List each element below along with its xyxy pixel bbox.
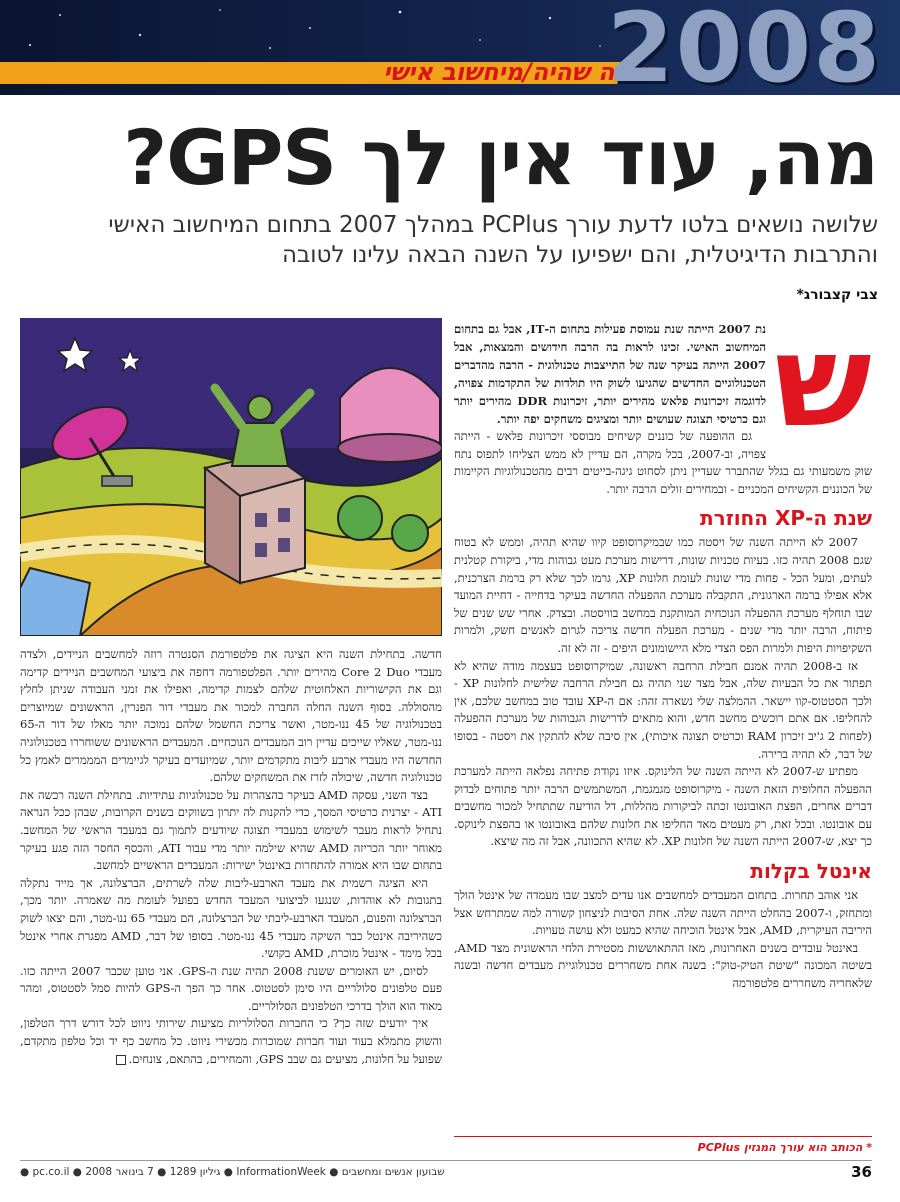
cartoon-landscape-illustration	[20, 318, 442, 636]
left-paragraph-5	[20, 1015, 442, 1068]
section-title-intel: אינטל בקלות	[750, 859, 872, 884]
year-graphic: 2008	[606, 0, 882, 95]
section1-paragraph-1: 2007 לא הייתה השנה של ויסטה כמו שבמיקרוסופט קיוו שהיא תהיה, וממש לא בטוח שגם 2008 תהיה כזו. בעיות טכניות שונות, דרישות מערכת מעט גבוהות מדי, ביקורת קטלנית לעתים, ומעל הכל - פחות מדי שונות לעומת חלונות XP, גרמו לכך שלא רק ברמת הצרכנית, אלא אפילו ברמה הארגונית, התקבלה מערכת ההפעלה החדשה בעיקר בדחייה - דחיית המועד שבו תוחלף מערכת ההפעלה הנוכחית המותקנת במחשב בוויסטה. ובצדק. אחרי שש שנים של פיתוח, הרבה יותר מדי שנים - מערכת הפעלה חדשה צריכה לגרום לאנשים חשק, ולמרות השקיפויות היפות ולמרות הפס הצדי מלא היישומונים היפים - זה לא זה.	[454, 535, 872, 655]
intro-paragraph-2: גם ההופעה של כוננים קשיחים מבוססי זיכרונות פלאש - הייתה צפויה, וב-2007, בכל מקרה, הם עדיין לא ממש הצליחו לתפוס נתח שוק משמעותי גם בגלל שהתברר שעדיין ניתן לסחוט גיגה-בייטים רבים מהטכנולוגיות הקיימות של הכוננים הקשיחים המכניים - ובמחירים זולים הרבה יותר.	[454, 429, 872, 496]
section2-paragraph-1: אני אוהב תחרות. בתחום המעבדים למחשבים אנו עדים למצב שבו מעמדה של אינטל הולך ומתחזק, ו-2007 בהחלט הייתה השנה שלה. אחת הסיבות לניצחון קשורה למה שמתרחש אצל היריבה העיקרית, AMD, אבל אינטל הוכיחה שהיא כמעט ולא עושה טעויות.	[454, 888, 873, 938]
section-title-xp: שנת ה-XP החוזרת	[699, 506, 872, 531]
section-label: השנה שהיה/מיחשוב אישי	[383, 58, 660, 86]
lead-block	[454, 307, 872, 456]
author-footnote: * הכותב הוא עורך המגזין PCPlus	[454, 1136, 872, 1154]
page-number: 36	[851, 1162, 872, 1181]
section2-paragraph-2: באינטל עובדים בשנים האחרונות, מאז ההתאוששות מסטירת הלחי הראשונית מצד AMD, בשיטה המכונה "שיטת הטיק-טוק": בשנה אחת משחררים טכנולוגיית מעבדים חדשה ובשנה שלאחריה משחררים פלטפורמה	[454, 940, 872, 991]
end-of-article-icon	[116, 1055, 126, 1065]
right-column	[454, 307, 873, 993]
publication-meta: שבועון אנשים ומחשבים ● InformationWeek ● גיליון 1289 ● 7 בינואר 2008 ● pc.co.il ●	[20, 1165, 445, 1178]
article-subhead: שלושה נושאים בלטו לדעת עורך PCPlus במהלך 2007 בתחום המיחשוב האישי והתרבות הדיגיטלית, והם ישפיעו על השנה הבאה עלינו לטובה	[108, 212, 878, 268]
lead-paragraph: נת 2007 הייתה שנת עמוסת פעילות בתחום ה-IT, אבל גם בתחום המיחשוב האישי. זכינו לראות בה הרבה חידושים והמצאות, אבל 2007 הייתה בעיקר שנה של התייצבות טכנולוגית - הרבה מהדברים הטכנולוגיים החדשים שהגיעו לשוק היו תולדות של התקדמות צפויה, לדוגמה זיכרונות פלאש מהירים יותר, זיכרונות DDR מהירים יותר וגם כרטיסי תצוגה שעושים יותר ומציגים משחקים יפה יותר.	[454, 322, 767, 426]
left-paragraph-4: לסיום, יש האומרים ששנת 2008 תהיה שנת ה-GPS. אני טוען שכבר 2007 הייתה כזו. פעם טלפונים סלולריים היו סימן לסטטוס. אחר כך הפך ה-GPS להיות סמל לסטטוס, ומהר מאוד הוא הולך בדרכי הטלפונים הסלולריים.	[20, 963, 442, 1013]
left-column	[20, 646, 442, 1068]
left-paragraph-3: היא הציגה רשמית את מעבד הארבע-ליבות שלה לשרתים, הברצלונה, אך מייד נתקלה בתגובות לא אוהדות, שנגעו לביצועי המעבד החדש בפועל לעומת מה שאמרה. יותר מכך, הברצלונה והפנום, המעבד הארבע-ליבתי של הברצלונה, הם מעבדי 65 ננו-מטר, והם יצאו לשוק כשהיריבה אינטל כבר השיקה מעבדי 45 ננו-מטר. בסופו של דבר, AMD מפגרת אחרי אינטל בכל מימד - אינטל מוכרת, AMD בקושי.	[20, 875, 443, 961]
section1-paragraph-2: אז ב-2008 תהיה אמנם חבילת הרחבה ראשונה, שמיקרוסופט בעצמה מודה שהיא לא תפתור את כל הבעיות שלה, אבל מצד שני תהיה גם חבילת הרחבה שלישית לחלונות XP - ולכך הסטטוס-קוו יישאר. ההמלצה שלי נשארה זהה: אם ה-XP עובד טוב במחשב שלכם, אין להחליפו. אם אתם רוכשים מחשב חדש, והוא מתאים לדרישות הגבוהות של מערכת ההפעלה (לפחות 2 ג'יב זיכרון RAM וכרטיס תצוגה איכותי), אין סיבה שלא להתקין את ויסטה - בסופו של דבר, לא תהיה ברירה.	[454, 658, 872, 761]
section-banner	[0, 0, 900, 95]
article-illustration	[20, 318, 442, 636]
article-headline: מה, עוד אין לך GPS?	[123, 113, 878, 202]
page-footer	[20, 1160, 872, 1182]
left-paragraph-2: בצד השני, עסקה AMD בעיקר בהצהרות על טכנולוגיות עתידיות. בתחילת השנה רכשה את ATI - יצרנית כרטיסי המסך, כדי להקנות לה יתרון בשווקים בשנים הקרובות, שבהן ככל הנראה נתחיל לראות מעבר לשימוש במעבדי תצוגה שיודעים לתמוך גם במעבד הראשי של המחשב. מאוחר יותר הכריזה AMD שהיא שילמה יותר מדי עבור ATI, והכסף החסר הזה פגע בעיקר בתחום שבו היא אמורה להתחרות באינטל ישירות: המעבדים הראשיים למחשב.	[20, 787, 443, 873]
section1-paragraph-3: מפתיע ש-2007 לא הייתה השנה של הלינוקס. איזו נקודת פתיחה נפלאה הייתה למערכת ההפעלה החלופית הזאת השנה - מיקרוסופט מגמגמת, המשתמשים הרבה יותר פתוחים לבדוק דברים אחרים, הפצת האובונטו זכתה לביקורות מהללות, דל הודיעה שתתחיל למכור מחשבים עם אובונטו. ובכל זאת, רק מעטים מאד החליפו את חלונות שלהם באובונטו או בהפצת לינוקס. כך יצא, ש-2007 הייתה השנה של חלונות XP. לא שהיא התכוונה, אבל זה מה שיצא.	[454, 764, 872, 849]
left-paragraph-5-text: איך יודעים שזה כך? כי החברות הסלולריות מציעות שירותי ניווט לכל דורש דרך הטלפון, והשוק מתמלא בעוד ועוד חברות שמוכרות מכשירי ניווט. כל מחשב כף יד וכל טלפון מתקדם, שפועל על חלונות, מציעים גם שבב GPS, והמחירים, בהתאם, צונחים.	[20, 1016, 442, 1066]
article-byline: צבי קצבורג*	[796, 287, 878, 303]
left-paragraph-1: חדשה. בתחילת השנה היא הציגה את פלטפורמת הסנטרה רוזה למחשבים הניידים, ולצדה מעבדי Core 2 Duo מהירים יותר. הפלטפורמה דחפה את ביצועי המחשבים הניידים קדימה וגם את הקישוריות האלחוטית שלהם לצמות קדימה, ואפילו את זמני העבודה שניתן לחלץ מהסוללה. בסוף השנה החלה החברה למכור את מעבדי דור הפנרין, הראשונים שמיוצרים בטכנולוגיה של 45 ננו-מטר, ואשר צריכת החשמל שלהם נמוכה יותר מאלו של דור ה-65 ננו-מטר, שאליו שייכים עדיין רוב המעבדים הנוכחיים. המעבדים הראשונים ששוחררו בטכנולוגיה החדשה היו מעבדי ארבע ליבות מתקדמים יותר, שמיועדים בעיקר לגיימרים המממרים לאמץ כל טכנולוגיה חדשה, שיכולה לזרז את המשחקים שלהם.	[20, 647, 442, 785]
drop-cap: ש	[774, 307, 872, 456]
